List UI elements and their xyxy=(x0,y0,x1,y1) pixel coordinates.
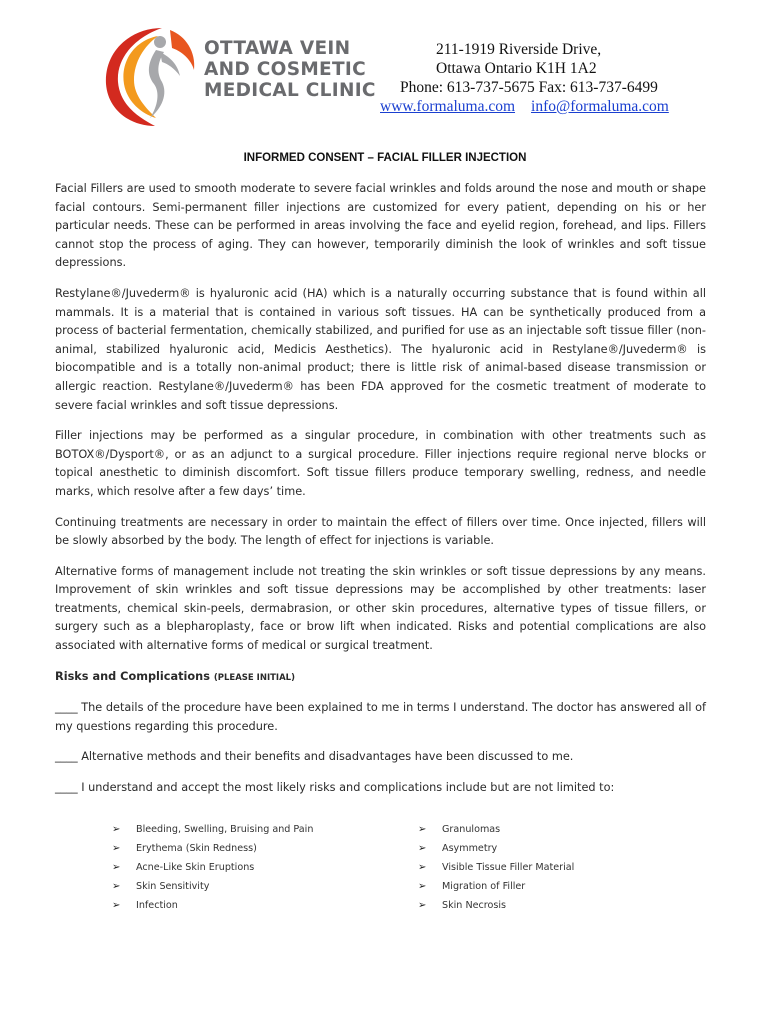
acknowledgement-text: The details of the procedure have been explained to me in terms I understand. The doctor has answered all of my questions regarding this procedure. xyxy=(55,701,706,733)
document-body xyxy=(55,180,706,810)
list-item-label: Bleeding, Swelling, Bruising and Pain xyxy=(136,824,314,835)
arrow-bullet-icon: ➢ xyxy=(418,824,427,835)
paragraph: Continuing treatments are necessary in order to maintain the effect of fillers over time. Once injected, fillers will be slowly absorbed by the body. The length of effect for injections is variable. xyxy=(55,515,706,548)
address-line-2: Ottawa Ontario K1H 1A2 xyxy=(436,60,597,77)
list-item xyxy=(418,900,506,911)
acknowledgement-text: I understand and accept the most likely risks and complications include but are not limited to: xyxy=(81,781,615,795)
clinic-name-line: AND COSMETIC xyxy=(204,59,366,80)
list-item-label: Migration of Filler xyxy=(442,881,526,892)
document-title: INFORMED CONSENT – FACIAL FILLER INJECTION xyxy=(243,152,527,164)
swirl-figure-logo-icon xyxy=(100,22,200,132)
clinic-name-line: MEDICAL CLINIC xyxy=(204,80,376,101)
risks-heading-text: Risks and Complications xyxy=(55,669,210,683)
contact-block xyxy=(380,40,669,116)
list-item xyxy=(418,843,497,854)
list-row xyxy=(112,877,632,896)
list-item xyxy=(418,881,525,892)
links-row xyxy=(380,97,669,116)
complications-list xyxy=(112,820,632,915)
acknowledgement-text: Alternative methods and their benefits and disadvantages have been discussed to me. xyxy=(81,750,574,764)
paragraph: Alternative forms of management include not treating the skin wrinkles or soft tissue depressions by any means. Improvement of skin wrinkles and soft tissue depressions may be accomplished by other treatments: laser treatments, chemical skin-peels, dermabrasion, or other skin procedures, alternative types of tissue fillers, or surgery such as a blepharoplasty, face or brow lift when indicated. Risks and potential complications are also associated with alternative forms of medical or surgical treatment. xyxy=(55,564,706,653)
arrow-bullet-icon: ➢ xyxy=(418,843,427,854)
list-item xyxy=(112,900,418,911)
list-item xyxy=(112,881,418,892)
list-item-label: Skin Necrosis xyxy=(442,900,507,911)
list-row xyxy=(112,839,632,858)
list-row xyxy=(112,858,632,877)
risks-heading xyxy=(55,668,706,688)
arrow-bullet-icon: ➢ xyxy=(418,881,427,892)
arrow-bullet-icon: ➢ xyxy=(112,843,121,854)
list-item xyxy=(112,843,418,854)
paragraph: Filler injections may be performed as a singular procedure, in combination with other treatments such as BOTOX®/Dysport®, or as an adjunct to a surgical procedure. Filler injections require regional nerve blocks or topical anesthetic to diminish discomfort. Soft tissue fillers produce temporary swelling, redness, and needle marks, which resolve after a few days’ time. xyxy=(55,429,706,498)
list-item-label: Skin Sensitivity xyxy=(136,881,210,892)
clinic-name-line: OTTAWA VEIN xyxy=(204,38,351,59)
list-item-label: Infection xyxy=(136,900,178,911)
list-item-label: Acne-Like Skin Eruptions xyxy=(136,862,255,873)
acknowledgement-item xyxy=(55,779,706,798)
arrow-bullet-icon: ➢ xyxy=(112,900,121,911)
arrow-bullet-icon: ➢ xyxy=(418,900,427,911)
clinic-name xyxy=(204,38,376,101)
initial-blank[interactable]: ____ xyxy=(55,701,78,715)
list-item xyxy=(418,824,500,835)
list-row xyxy=(112,896,632,915)
paragraph: Restylane®/Juvederm® is hyaluronic acid (HA) which is a naturally occurring substance that is found within all mammals. It is a material that is contained in various soft tissues. HA can be synthetically produced from a process of bacterial fermentation, chemically stabilized, and purified for use as an injectable soft tissue filler (non-animal, stabilized hyaluronic acid, Medicis Aesthetics). The hyaluronic acid in Restylane®/Juvederm® is biocompatible and is a totally non-animal product; there is little risk of animal-based disease transmission or allergic reaction. Restylane®/Juvederm® has been FDA approved for the cosmetic treatment of moderate to severe facial wrinkles and soft tissue depressions. xyxy=(55,286,706,412)
arrow-bullet-icon: ➢ xyxy=(418,862,427,873)
list-item-label: Asymmetry xyxy=(442,843,498,854)
acknowledgement-item xyxy=(55,748,706,767)
initial-blank[interactable]: ____ xyxy=(55,781,78,795)
paragraph: Facial Fillers are used to smooth moderate to severe facial wrinkles and folds around the nose and mouth or shape facial contours. Semi-permanent filler injections are customized for every patient, depending on his or her particular needs. These can be performed in areas involving the face and eyelid region, forehead, and lips. Fillers cannot stop the process of aging. They can however, temporarily diminish the look of wrinkles and soft tissue depressions. xyxy=(55,182,706,270)
arrow-bullet-icon: ➢ xyxy=(112,881,121,892)
list-item xyxy=(112,824,418,835)
list-item xyxy=(112,862,418,873)
list-item-label: Granulomas xyxy=(442,824,501,835)
phone-fax: Phone: 613-737-5675 Fax: 613-737-6499 xyxy=(400,79,658,96)
list-item-label: Visible Tissue Filler Material xyxy=(442,862,575,873)
list-row xyxy=(112,820,632,839)
arrow-bullet-icon: ➢ xyxy=(112,862,121,873)
arrow-bullet-icon: ➢ xyxy=(112,824,121,835)
list-item xyxy=(418,862,574,873)
initial-blank[interactable]: ____ xyxy=(55,750,78,764)
email-link[interactable]: info@formaluma.com xyxy=(531,98,669,115)
risks-heading-note: (PLEASE INITIAL) xyxy=(213,672,295,683)
acknowledgement-item xyxy=(55,699,706,736)
letterhead xyxy=(0,0,770,130)
address-line-1: 211-1919 Riverside Drive, xyxy=(436,41,602,58)
website-link[interactable]: www.formaluma.com xyxy=(380,98,516,115)
list-item-label: Erythema (Skin Redness) xyxy=(136,843,257,854)
